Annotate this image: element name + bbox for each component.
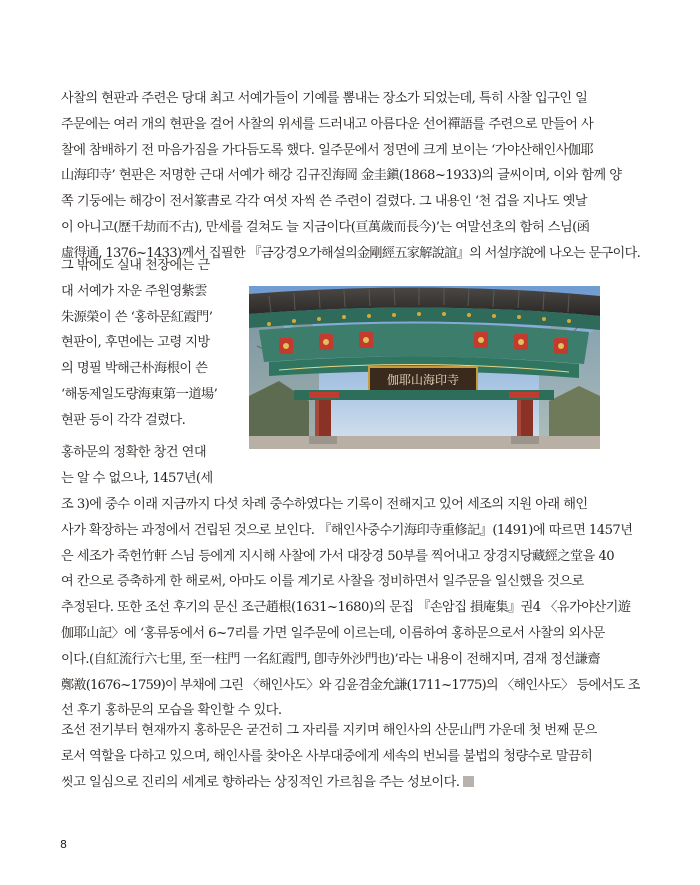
- paragraph-interior-signboards: [61, 253, 251, 434]
- text-line: 찰에 참배하기 전 마음가짐을 가다듬도록 했다. 일주문에서 정면에 크게 보이는 ‘가야산해인사伽耶: [61, 142, 594, 158]
- text-line: 현판 등이 각각 걸렸다.: [61, 412, 186, 428]
- paragraph-history-wrap: [61, 440, 251, 492]
- text-line: 로서 역할을 다하고 있으며, 해인사를 찾아온 사부대중에게 세속의 번뇌를 불법의 청량수로 말끔히: [61, 748, 593, 764]
- text-line: 조 3)에 중수 이래 지금까지 다섯 차례 중수하였다는 기록이 전해지고 있어 세조의 지원 아래 해인: [61, 497, 588, 512]
- gate-illustration: [249, 286, 600, 449]
- text-line: 朱源榮이 쓴 ‘홍하문紅霞門’: [61, 309, 213, 325]
- text-line: 선 후기 홍하문의 모습을 확인할 수 있다.: [61, 703, 282, 719]
- text-line: 현판이, 후면에는 고령 지방: [61, 335, 210, 351]
- text-line: 이다.(自紅流行六七里, 至一柱門 一名紅霞門, 卽寺外沙門也)’라는 내용이 전해지며, 겸재 정선謙齋: [61, 651, 601, 667]
- text-line: 이 아니고(歷千劫而不古), 만세를 걸쳐도 늘 지금이다(亘萬歲而長今)’는 여말선초의 함허 스님(函: [61, 219, 590, 235]
- end-mark-icon: [463, 776, 474, 787]
- text-line: 그 밖에도 실내 천장에는 근: [61, 258, 210, 273]
- hongha-gate-photo: [249, 286, 600, 449]
- page-number: 8: [60, 838, 67, 851]
- text-line: 조선 전기부터 현재까지 홍하문은 굳건히 그 자리를 지키며 해인사의 산문山門 가운데 첫 번째 문으: [61, 723, 597, 738]
- text-line: 홍하문의 정확한 창건 연대: [61, 445, 207, 460]
- text-line: 추정된다. 또한 조선 후기의 문신 조근趙根(1631~1680)의 문집 『손암집 損庵集』권4 〈유가야산기遊: [61, 600, 631, 616]
- text-line: 대 서예가 자운 주원영紫雲: [61, 283, 207, 299]
- text-line: 의 명필 박해근朴海根이 쓴: [61, 361, 208, 377]
- text-line: 虛得通, 1376~1433)께서 집필한 『금강경오가해설의金剛經五家解說誼』의 서설序說에 나오는 문구이다.: [61, 245, 640, 261]
- text-line: 주문에는 여러 개의 현판을 걸어 사찰의 위세를 드러내고 아름다운 선어禪語를 주련으로 만들어 사: [61, 116, 594, 132]
- signboard-text: 伽耶山海印寺: [386, 373, 460, 387]
- text-line: 山海印寺’ 현판은 저명한 근대 서예가 해강 김규진海岡 金圭鎭(1868~1933)의 글씨이며, 이와 함께 양: [61, 168, 622, 184]
- text-line: 는 알 수 없으나, 1457년(세: [61, 470, 213, 486]
- text-line: 사찰의 현판과 주련은 당대 최고 서예가들이 기예를 뽐내는 장소가 되었는데, 특히 사찰 입구인 일: [61, 91, 588, 106]
- text-line: 쪽 기둥에는 해강이 전서篆書로 각각 여섯 자씩 쓴 주련이 걸렸다. 그 내용인 ‘천 겁을 지나도 옛날: [61, 194, 587, 210]
- text-line: 鄭敾(1676~1759)이 부채에 그린 〈해인사도〉와 김윤겸金允謙(1711~1775)의 〈해인사도〉 등에서도 조: [61, 677, 640, 693]
- text-line: 여 칸으로 증축하게 한 해로써, 아마도 이를 계기로 사찰을 정비하면서 일주문을 일신했을 것으로: [61, 574, 584, 590]
- paragraph-history: [61, 492, 640, 724]
- text-line: [61, 770, 640, 796]
- text-line: 은 세조가 죽헌竹軒 스님 등에게 지시해 사찰에 가서 대장경 50부를 찍어내고 장경지당藏經之堂을 40: [61, 548, 615, 564]
- text-line-content: 씻고 일심으로 진리의 세계로 향하라는 상징적인 가르침을 주는 성보이다.: [61, 774, 460, 790]
- text-line: ‘해동제일도량海東第一道場’: [61, 386, 218, 402]
- text-line: 사가 확장하는 과정에서 건립된 것으로 보인다. 『해인사중수기海印寺重修記』(1491)에 따르면 1457년: [61, 522, 633, 538]
- paragraph-conclusion: [61, 718, 640, 795]
- paragraph-hyeonpan-juryeon: [61, 86, 640, 267]
- text-line: 伽耶山記〉에 ‘홍류동에서 6~7리를 가면 일주문에 이르는데, 이름하여 홍하문으로서 사찰의 외사문: [61, 625, 605, 641]
